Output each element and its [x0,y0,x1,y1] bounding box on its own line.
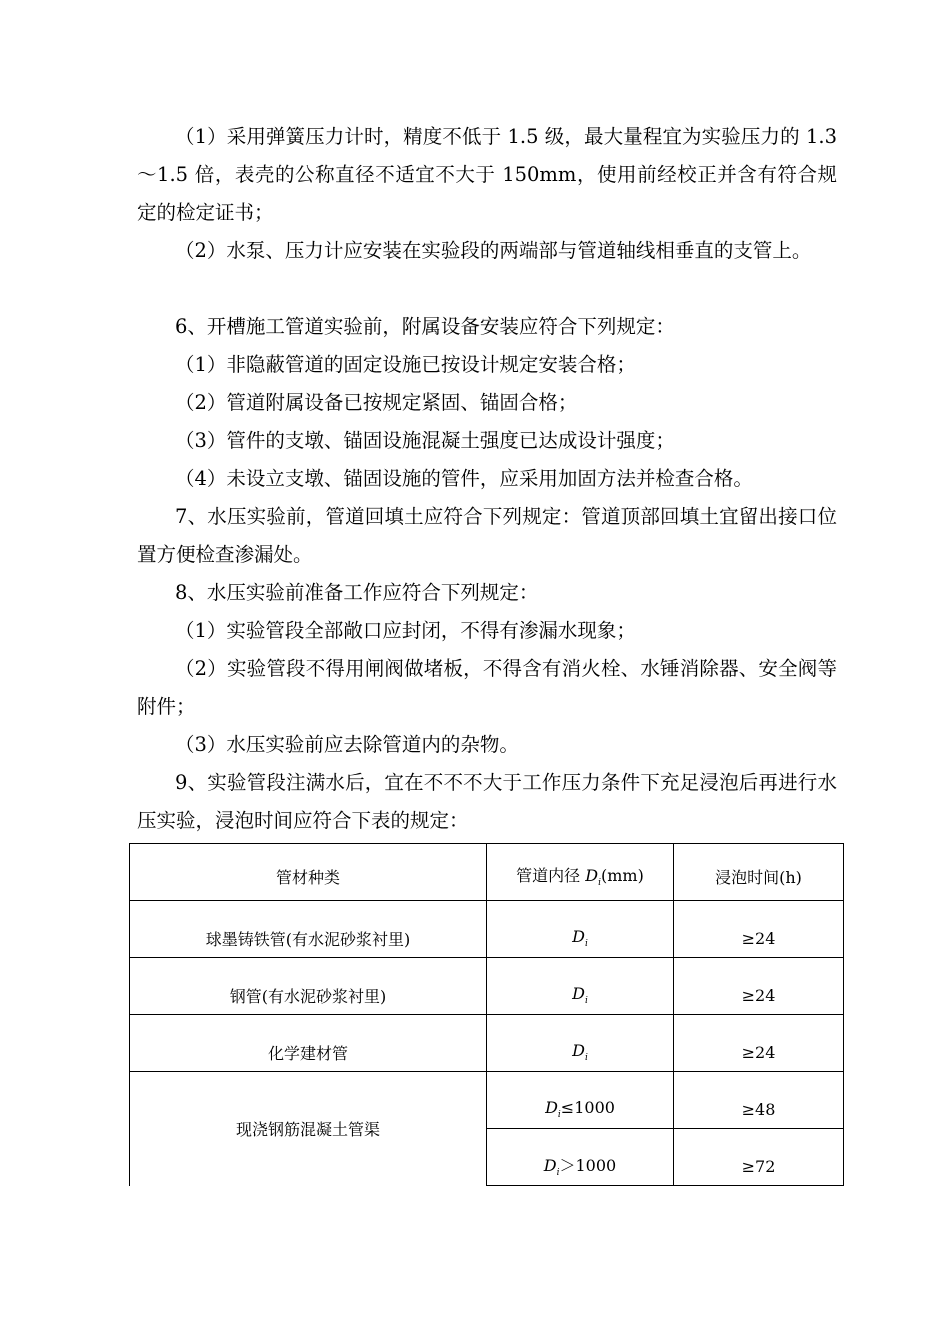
diameter-condition: ＞1000 [559,1156,617,1176]
header-diameter-prefix: 管道内径 [516,866,586,886]
cell-time: ≥24 [674,1015,844,1072]
cell-material: 钢管(有水泥砂浆衬里) [130,958,487,1015]
cell-diameter [487,1129,674,1186]
paragraph-pump-gauge: （2）水泵、压力计应安装在实验段的两端部与管道轴线相垂直的支管上。 [175,239,812,262]
cell-time: ≥24 [674,958,844,1015]
diameter-symbol: D [543,1156,557,1176]
diameter-symbol: D [545,1097,558,1117]
paragraph-item-6-1: （1）非隐蔽管道的固定设施已按设计规定安装合格； [175,353,636,376]
diameter-sub: i [584,1053,588,1064]
diameter-symbol: D [572,1040,585,1060]
paragraph-item-8-1: （1）实验管段全部敞口应封闭，不得有渗漏水现象； [175,619,636,642]
soak-time-table [129,843,844,1186]
cell-time: ≥48 [674,1072,844,1129]
cell-diameter [487,1072,674,1129]
table-header-row [130,844,844,901]
paragraph-item-8: 8、水压实验前准备工作应符合下列规定： [175,581,539,604]
cell-diameter [487,958,674,1015]
diameter-symbol: D [572,926,585,946]
table-row [130,901,844,958]
paragraph-item-9: 9、实验管段注满水后，宜在不不不大于工作压力条件下充足浸泡后再进行水压实验，浸泡时间应符合下表的规定： [137,771,837,832]
header-material [130,844,487,901]
diameter-sub: i [584,996,588,1007]
header-diameter-unit: (mm) [600,866,644,886]
diameter-sub: i [557,1110,561,1121]
cell-diameter [487,901,674,958]
cell-material: 现浇钢筋混凝土管渠 [130,1072,487,1186]
paragraph-item-6-4: （4）未设立支墩、锚固设施的管件，应采用加固方法并检查合格。 [175,467,753,490]
paragraph-item-7: 7、水压实验前，管道回填土应符合下列规定：管道顶部回填土宜留出接口位置方便检查渗漏处。 [137,505,837,566]
paragraph-item-6: 6、开槽施工管道实验前，附属设备安装应符合下列规定： [175,315,675,338]
paragraph-item-8-2: （2）实验管段不得用闸阀做堵板，不得含有消火栓、水锤消除器、安全阀等附件； [137,657,837,718]
cell-time: ≥72 [674,1129,844,1186]
cell-diameter [487,1015,674,1072]
diameter-sub: i [584,939,588,950]
table-row [130,1015,844,1072]
paragraph-item-8-3: （3）水压实验前应去除管道内的杂物。 [175,733,519,756]
diameter-sub: i [556,1168,560,1179]
header-diameter [487,844,674,901]
cell-time: ≥24 [674,901,844,958]
table-row [130,1072,844,1129]
paragraph-spring-gauge: （1）采用弹簧压力计时，精度不低于 1.5 级，最大量程宜为实验压力的 1.3～1.5 倍，表壳的公称直径不适宜不大于 150mm，使用前经校正并含有符合规定的检定证书； [137,125,837,224]
diameter-condition: ≤1000 [560,1097,615,1117]
cell-material: 化学建材管 [130,1015,487,1072]
diameter-symbol: D [572,983,585,1003]
header-time-label: 浸泡时间(h) [715,867,802,887]
header-material-label: 管材种类 [275,867,340,887]
header-diameter-sub: i [598,878,601,889]
paragraph-item-6-3: （3）管件的支墩、锚固设施混凝土强度已达成设计强度； [175,429,675,452]
header-diameter-symbol: D [585,866,599,886]
table-row [130,958,844,1015]
cell-material: 球墨铸铁管(有水泥砂浆衬里) [130,901,487,958]
header-time [674,844,844,901]
paragraph-item-6-2: （2）管道附属设备已按规定紧固、锚固合格； [175,391,578,414]
